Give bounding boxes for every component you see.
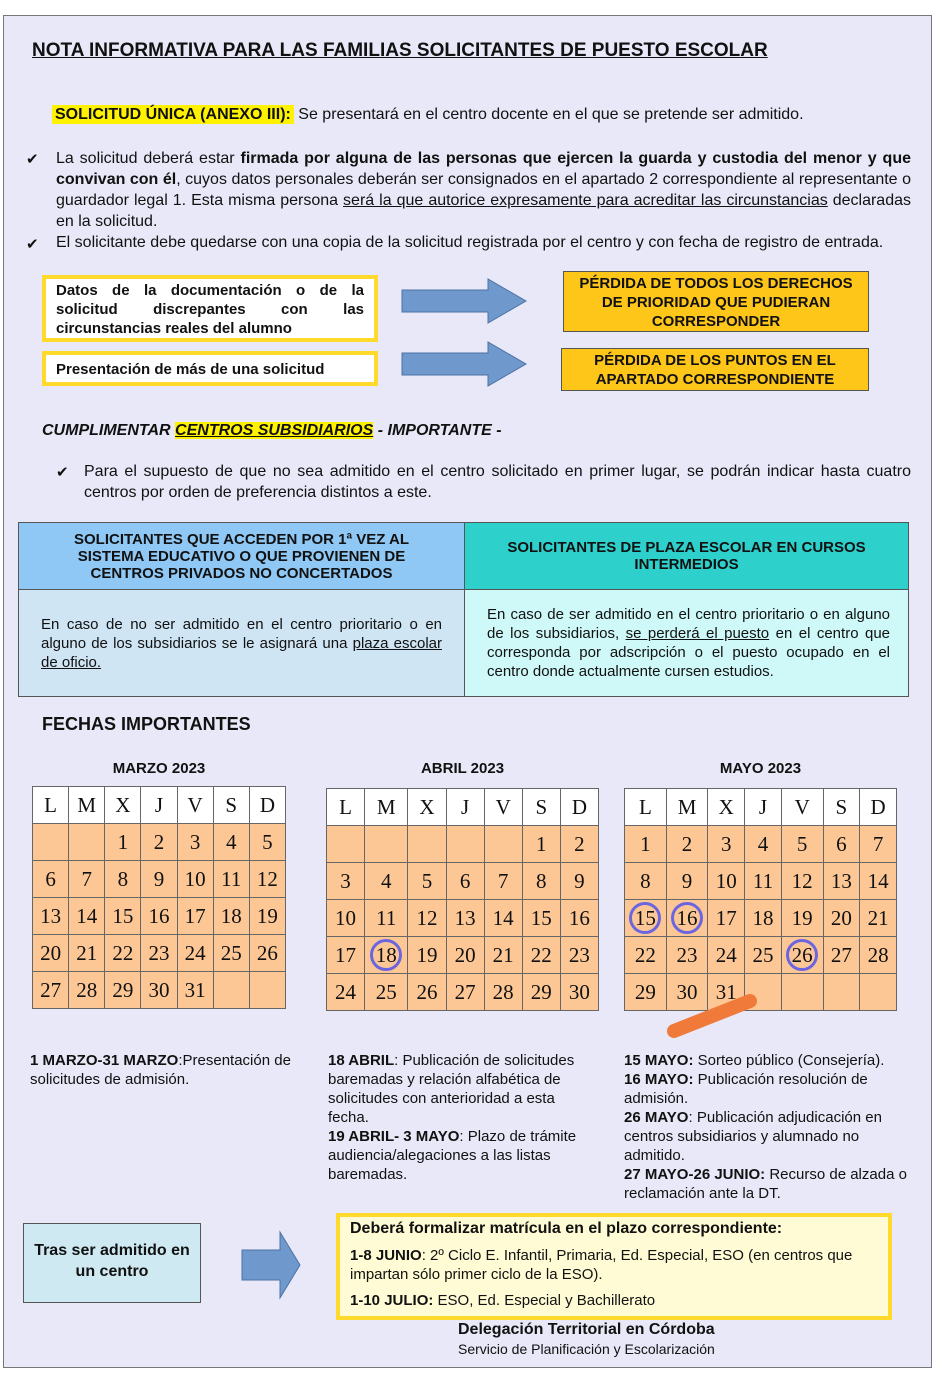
calendar-weekday: V (484, 789, 522, 826)
circled-date: 15 (629, 902, 661, 934)
info-cell-left (19, 590, 465, 697)
matricula-title: Deberá formalizar matrícula en el plazo correspondiente: (350, 1220, 783, 1237)
calendar-day: 20 (446, 937, 484, 974)
box-matricula (336, 1213, 892, 1320)
calendar-day: 29 (522, 974, 560, 1011)
calendar-day: 7 (484, 863, 522, 900)
calendar-day (213, 972, 249, 1009)
info-right-underline: se perderá el puesto (625, 625, 770, 642)
dates-mayo4-bold: 27 MAYO-26 JUNIO: (624, 1166, 766, 1183)
info-left-text: En caso de no ser admitido en el centro prioritario o en alguno de los subsidiarios se le asignará una (41, 615, 442, 652)
calendar-weekday: D (860, 789, 897, 826)
info-right-text-b: en el centro que corresponda por adscripción o el puesto ocupado en el centro donde actualmente cursen estudios. (487, 625, 891, 680)
calendar-day (781, 974, 823, 1011)
calendar-day: 11 (213, 861, 249, 898)
calendar-day: 8 (625, 863, 667, 900)
calendar-weekday: M (365, 789, 408, 826)
calendar-week-row (33, 861, 286, 898)
calendar-week-row (625, 900, 897, 937)
calendar-day: 1 (522, 826, 560, 863)
calendar-week-row (327, 974, 599, 1011)
calendar-day: 13 (33, 898, 69, 935)
calendar-day: 13 (823, 863, 860, 900)
bullet-copia: El solicitante debe quedarse con una copia de la solicitud registrada por el centro y con fecha de registro de entrada. (56, 234, 884, 251)
calendar-day: 30 (666, 974, 708, 1011)
calendar-day: 1 (105, 824, 141, 861)
calendar-day: 21 (860, 900, 897, 937)
calendar-day: 15 (522, 900, 560, 937)
page-title: NOTA INFORMATIVA PARA LAS FAMILIAS SOLICITANTES DE PUESTO ESCOLAR (32, 40, 768, 61)
calendar-day (823, 974, 860, 1011)
calendar-day: 7 (69, 861, 105, 898)
calendar-abril (326, 788, 599, 1011)
calendar-weekday: S (522, 789, 560, 826)
calendar-day: 22 (625, 937, 667, 974)
dates-mayo2-text: Publicación resolución de admisión. (624, 1071, 868, 1107)
circled-date: 18 (370, 939, 402, 971)
calendar-weekday: S (213, 787, 249, 824)
calendar-day: 10 (327, 900, 365, 937)
info-head-left: SOLICITANTES QUE ACCEDEN POR 1ª VEZ AL SISTEMA EDUCATIVO O QUE PROVIENEN DE CENTROS PRIVADOS NO CONCERTADOS (19, 523, 465, 590)
solicitud-text: Se presentará en el centro docente en el que se pretende ser admitido. (293, 106, 804, 123)
matricula-junio-text: : 2º Ciclo E. Infantil, Primaria, Ed. Especial, ESO (en centros que impartan sólo primer ciclo de la ESO). (350, 1247, 853, 1283)
calendar-day (33, 824, 69, 861)
calendar-day: 17 (177, 898, 213, 935)
calendar-day: 25 (745, 937, 782, 974)
calendar-day: 21 (484, 937, 522, 974)
subsidiarios-heading (42, 422, 502, 440)
calendar-day: 16 (141, 898, 177, 935)
calendar-day (781, 937, 823, 974)
footer-service: Servicio de Planificación y Escolarización (458, 1341, 715, 1357)
calendar-weekday: J (141, 787, 177, 824)
calendar-day: 5 (781, 826, 823, 863)
calendar-day: 9 (560, 863, 598, 900)
calendar-day: 4 (365, 863, 408, 900)
calendar-day: 19 (408, 937, 446, 974)
matricula-julio (350, 1292, 878, 1309)
calendar-weekday: L (33, 787, 69, 824)
calendar-day: 11 (365, 900, 408, 937)
calendar-day: 22 (105, 935, 141, 972)
calendar-day: 3 (708, 826, 745, 863)
calendar-day: 29 (625, 974, 667, 1011)
matricula-julio-bold: 1-10 JULIO: (350, 1292, 434, 1309)
calendar-day: 4 (213, 824, 249, 861)
calendar-day: 14 (484, 900, 522, 937)
calendar-day: 14 (69, 898, 105, 935)
calendar-week-row (327, 900, 599, 937)
calendar-day: 20 (823, 900, 860, 937)
dates-mayo1-text: Sorteo público (Consejería). (693, 1052, 885, 1069)
calendar-day: 22 (522, 937, 560, 974)
calendar-weekday: M (69, 787, 105, 824)
calendar-day (666, 900, 708, 937)
calendar-day: 10 (708, 863, 745, 900)
calendar-weekday-row (33, 787, 286, 824)
calendar-day: 5 (249, 824, 285, 861)
box-tras-admitido: Tras ser admitido en un centro (23, 1223, 201, 1303)
calendar-day: 28 (484, 974, 522, 1011)
calendar-weekday: J (745, 789, 782, 826)
calendar-day: 29 (105, 972, 141, 1009)
dates-abril2-text: : Plazo de trámite audiencia/alegaciones a las listas baremadas. (328, 1128, 577, 1183)
check-icon: ✔ (26, 151, 39, 168)
bullet-firma-underline: será la que autorice expresamente para acreditar las circunstancias (343, 192, 828, 209)
bullet-firma-text-a: La solicitud deberá estar (56, 150, 241, 167)
calendar-day: 2 (666, 826, 708, 863)
dates-mayo4-text: Recurso de alzada o reclamación ante la DT. (624, 1166, 907, 1202)
calendar-day: 23 (141, 935, 177, 972)
calendar-week-row (625, 863, 897, 900)
highlighter-mark (664, 991, 764, 1041)
calendar-day: 6 (446, 863, 484, 900)
calendar-day: 27 (446, 974, 484, 1011)
arrow-right-icon (400, 340, 530, 388)
calendar-weekday-row (625, 789, 897, 826)
calendar-day: 10 (177, 861, 213, 898)
calendar-day: 24 (327, 974, 365, 1011)
subsidiarios-bullet: Para el supuesto de que no sea admitido en el centro solicitado en primer lugar, se podrán indicar hasta cuatro centros por orden de preferencia distintos a este. (84, 463, 911, 501)
calendar-day: 2 (560, 826, 598, 863)
check-icon: ✔ (56, 464, 69, 481)
calendar-day: 12 (408, 900, 446, 937)
calendar-weekday: L (327, 789, 365, 826)
calendar-day: 5 (408, 863, 446, 900)
calendar-day: 25 (365, 974, 408, 1011)
calendar-day: 12 (781, 863, 823, 900)
circled-date: 16 (671, 902, 703, 934)
circled-date: 26 (786, 939, 818, 971)
bullet-firma-text-b: , cuyos datos personales deberán ser consignados en el apartado 2 correspondiente al representante o guardador legal 1. Esta misma persona (56, 171, 911, 209)
dates-abril1-text: : Publicación de solicitudes baremadas y relación alfabética de solicitudes con anterioridad a esta fecha. (328, 1052, 575, 1126)
calendar-day: 27 (33, 972, 69, 1009)
solicitud-line (52, 106, 804, 124)
box-mas-de-una-solicitud: Presentación de más de una solicitud (42, 351, 378, 386)
matricula-julio-text: ESO, Ed. Especial y Bachillerato (433, 1292, 656, 1309)
calendar-day: 24 (177, 935, 213, 972)
calendar-week-row (33, 935, 286, 972)
dates-mayo3-text: : Publicación adjudicación en centros subsidiarios y alumnado no admitido. (624, 1109, 882, 1164)
calendar-day: 6 (33, 861, 69, 898)
calendar-day: 19 (781, 900, 823, 937)
calendar-weekday: D (560, 789, 598, 826)
bullet-firma (56, 148, 911, 232)
calendar-day: 31 (177, 972, 213, 1009)
matricula-junio (350, 1246, 878, 1284)
subsidiarios-pre: CUMPLIMENTAR (42, 422, 176, 439)
calendar-weekday: M (666, 789, 708, 826)
dates-mayo2-bold: 16 MAYO: (624, 1071, 694, 1088)
calendar-day (408, 826, 446, 863)
calendar-day: 30 (141, 972, 177, 1009)
calendar-day: 28 (860, 937, 897, 974)
calendar-weekday: V (177, 787, 213, 824)
calendar-day: 3 (177, 824, 213, 861)
calendar-day: 23 (666, 937, 708, 974)
calendar-mayo (624, 788, 897, 1011)
calendar-day: 18 (745, 900, 782, 937)
box-datos-discrepantes: Datos de la documentación o de la solicitud discrepantes con las circunstancias reales del alumno (42, 275, 378, 342)
calendar-weekday: J (446, 789, 484, 826)
info-cell-right (465, 590, 909, 697)
calendar-day (365, 937, 408, 974)
calendar-day (625, 900, 667, 937)
calendar-day: 13 (446, 900, 484, 937)
calendar-day: 15 (105, 898, 141, 935)
calendar-week-row (625, 826, 897, 863)
solicitud-label: SOLICITUD ÚNICA (ANEXO III): (52, 105, 294, 124)
calendar-day: 26 (249, 935, 285, 972)
calendar-day: 25 (213, 935, 249, 972)
arrow-right-icon (400, 277, 530, 325)
calendar-day: 7 (860, 826, 897, 863)
calendar-day: 26 (408, 974, 446, 1011)
calendar-month-marzo: MARZO 2023 (112, 760, 206, 777)
bullet-firma-text-c: declaradas en la solicitud. (56, 192, 912, 230)
calendar-day: 9 (141, 861, 177, 898)
arrow-right-icon (240, 1228, 304, 1302)
calendar-day: 21 (69, 935, 105, 972)
calendar-weekday-row (327, 789, 599, 826)
calendar-weekday: X (408, 789, 446, 826)
document-sheet (3, 15, 932, 1368)
calendar-day: 17 (708, 900, 745, 937)
box-perdida-derechos: PÉRDIDA DE TODOS LOS DERECHOS DE PRIORIDAD QUE PUDIERAN CORRESPONDER (563, 271, 869, 332)
calendar-month-mayo: MAYO 2023 (719, 760, 802, 777)
box-perdida-puntos: PÉRDIDA DE LOS PUNTOS EN EL APARTADO CORRESPONDIENTE (561, 348, 869, 391)
calendar-day: 23 (560, 937, 598, 974)
calendar-day: 31 (708, 974, 745, 1011)
dates-mayo3-bold: 26 MAYO (624, 1109, 689, 1126)
calendar-marzo (32, 786, 286, 1009)
calendar-weekday: X (708, 789, 745, 826)
dates-mayo (624, 1051, 919, 1203)
matricula-junio-bold: 1-8 JUNIO (350, 1247, 422, 1264)
calendar-week-row (33, 972, 286, 1009)
fechas-title: FECHAS IMPORTANTES (42, 714, 251, 734)
calendar-day (446, 826, 484, 863)
calendar-day: 6 (823, 826, 860, 863)
info-head-right: SOLICITANTES DE PLAZA ESCOLAR EN CURSOS INTERMEDIOS (465, 523, 909, 590)
calendar-day: 24 (708, 937, 745, 974)
calendar-day (860, 974, 897, 1011)
calendar-day: 8 (522, 863, 560, 900)
calendar-week-row (625, 937, 897, 974)
dates-abril (328, 1051, 578, 1184)
bullet-firma-bold: firmada por alguna de las personas que ejercen la guarda y custodia del menor y que convivan con él (56, 150, 911, 188)
calendar-day (365, 826, 408, 863)
calendar-weekday: X (105, 787, 141, 824)
calendar-weekday: V (781, 789, 823, 826)
calendar-day (484, 826, 522, 863)
calendar-weekday: S (823, 789, 860, 826)
calendar-week-row (327, 826, 599, 863)
calendar-month-abril: ABRIL 2023 (420, 760, 505, 777)
calendar-weekday: L (625, 789, 667, 826)
info-table (18, 522, 909, 697)
calendar-day: 9 (666, 863, 708, 900)
dates-mayo1-bold: 15 MAYO: (624, 1052, 694, 1069)
calendar-week-row (327, 863, 599, 900)
subsidiarios-post: - IMPORTANTE - (373, 422, 502, 439)
calendar-week-row (33, 824, 286, 861)
check-icon: ✔ (26, 236, 39, 253)
dates-marzo-text: :Presentación de solicitudes de admisión. (30, 1052, 291, 1088)
calendar-day: 19 (249, 898, 285, 935)
calendar-day: 4 (745, 826, 782, 863)
calendar-week-row (327, 937, 599, 974)
calendar-day: 2 (141, 824, 177, 861)
calendar-day: 17 (327, 937, 365, 974)
calendar-day (249, 972, 285, 1009)
calendar-day: 14 (860, 863, 897, 900)
calendar-day: 18 (213, 898, 249, 935)
calendar-day: 27 (823, 937, 860, 974)
calendar-day (327, 826, 365, 863)
calendar-day: 20 (33, 935, 69, 972)
calendar-day: 1 (625, 826, 667, 863)
footer-org: Delegación Territorial en Córdoba (458, 1321, 715, 1338)
calendar-day: 28 (69, 972, 105, 1009)
calendar-week-row (33, 898, 286, 935)
info-left-underline: plaza escolar de oficio. (41, 634, 442, 671)
calendar-day: 3 (327, 863, 365, 900)
calendar-day: 12 (249, 861, 285, 898)
calendar-day: 11 (745, 863, 782, 900)
dates-abril2-bold: 19 ABRIL- 3 MAYO (328, 1128, 460, 1145)
dates-marzo-bold: 1 MARZO-31 MARZO (30, 1052, 179, 1069)
subsidiarios-highlight: CENTROS SUBSIDIARIOS (175, 422, 374, 439)
calendar-day: 30 (560, 974, 598, 1011)
calendar-day: 16 (560, 900, 598, 937)
info-right-text-a: En caso de ser admitido en el centro prioritario o en alguno de los subsidiarios, (487, 606, 890, 642)
calendar-day (69, 824, 105, 861)
calendar-weekday: D (249, 787, 285, 824)
calendar-day: 8 (105, 861, 141, 898)
dates-marzo (30, 1051, 300, 1089)
dates-abril1-bold: 18 ABRIL (328, 1052, 395, 1069)
